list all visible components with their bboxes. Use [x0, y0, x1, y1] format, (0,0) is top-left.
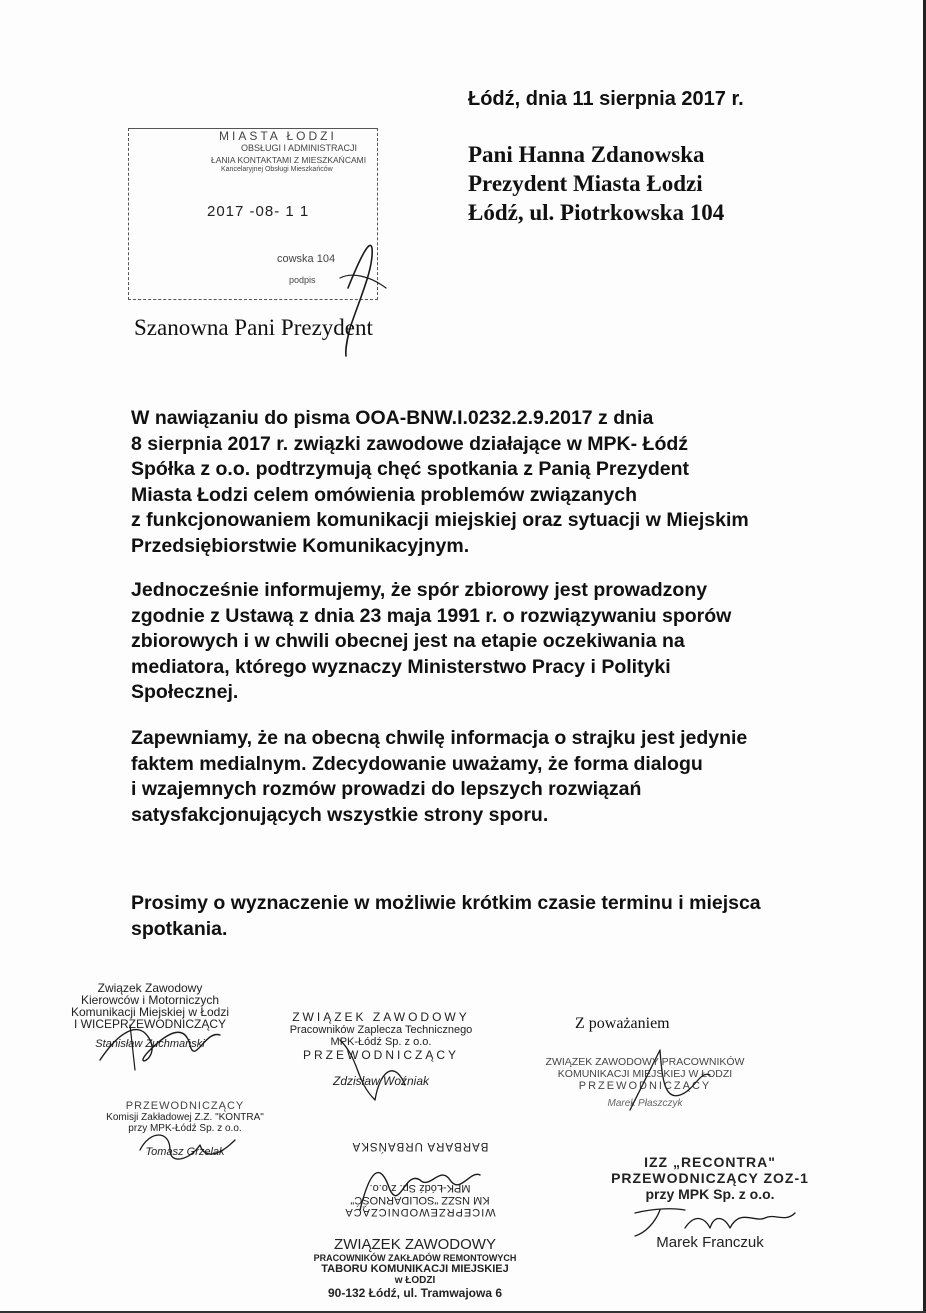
paragraph-line: z funkcjonowaniem komunikacji miejskiej oraz sytuacji w Miejskim: [131, 509, 749, 531]
stamp-line: MPK-Łódź Sp. z o.o.: [369, 1182, 471, 1194]
stamp-line: WICEPRZEWODNICZĄCA: [344, 1206, 496, 1218]
stamp-line: PRACOWNIKÓW ZAKŁADÓW REMONTOWYCH: [313, 1253, 517, 1263]
signature-icon: [130, 1120, 250, 1170]
stamp-line: przy MPK-Łódź Sp. z o.o.: [128, 1123, 242, 1134]
stamp-line: Marek Płaszczyk: [607, 1098, 683, 1109]
recipient-title: Prezydent Miasta Łodzi: [468, 171, 703, 196]
signature-icon: [625, 1198, 805, 1243]
paragraph-line: Miasta Łodzi celem omówienia problemów związanych: [131, 483, 638, 506]
stamp-address: cowska 104: [277, 253, 336, 265]
stamp-date: 2017 -08- 1 1: [207, 203, 310, 220]
paragraph-line: faktem medialnym. Zdecydowanie uważamy, że forma dialogu: [131, 752, 703, 775]
paragraph-3: [131, 726, 747, 828]
stamp-line: Zdzisław Woźniak: [332, 1074, 430, 1088]
stamp-remontowych: [280, 1236, 550, 1300]
paragraph-line: W nawiązaniu do pisma OOA-BNW.I.0232.2.9.2017 z dnia: [131, 407, 654, 429]
letter-date: Łódź, dnia 11 sierpnia 2017 r.: [468, 88, 744, 110]
stamp-sign-label: podpis: [289, 275, 316, 285]
stamp-line: TABORU KOMUNIKACJI MIEJSKIEJ: [321, 1263, 509, 1275]
recipient-block: [468, 140, 724, 227]
stamp-line-4: Kancelaryjnej Obsługi Mieszkańców: [221, 166, 333, 173]
stamp-line: Kierowców i Motorniczych: [80, 993, 220, 1007]
paragraph-line: zbiorowych i w chwili obecnej jest na etapie oczekiwania na: [131, 630, 685, 652]
stamp-line: KOMUNIKACJI MIEJSKIEJ W ŁODZI: [557, 1068, 733, 1080]
paragraph-1: [131, 406, 749, 559]
stamp-line: KM NSZZ "SOLIDARNOŚĆ": [350, 1194, 490, 1206]
paragraph-line: Jednocześnie informujemy, że spór zbiorowy jest prowadzony: [131, 579, 708, 601]
stamp-line: ZWIĄZEK ZAWODOWY: [334, 1236, 496, 1253]
stamp-line: BARBARA URBAŃSKA: [351, 1140, 489, 1152]
stamp-line: 90-132 Łódź, ul. Tramwajowa 6: [327, 1286, 503, 1300]
stamp-line: I WICEPRZEWODNICZĄCY: [74, 1017, 226, 1031]
paragraph-line: 8 sierpnia 2017 r. związki zawodowe działające w MPK- Łódź: [131, 432, 689, 455]
stamp-line: Związek Zawodowy: [97, 981, 203, 995]
stamp-line: przy MPK Sp. z o.o.: [645, 1186, 775, 1202]
paragraph-line: Społecznej.: [131, 681, 239, 703]
paragraph-line: Prosimy o wyznaczenie w możliwie krótkim czasie terminu i miejsca: [131, 892, 761, 914]
stamp-line: Stanisław Zuchmański: [95, 1038, 205, 1050]
stamp-line: PRZEWODNICZĄCY: [125, 1100, 245, 1112]
stamp-line: Marek Franczuk: [656, 1234, 764, 1251]
stamp-line: Komunikacji Miejskiej w Łodzi: [70, 1005, 230, 1019]
signature-icon: [90, 1010, 240, 1080]
stamp-line: PRZEWODNICZĄCY: [303, 1048, 459, 1062]
stamp-line: PRZEWODNICZĄCY ZOZ-1: [611, 1170, 809, 1186]
stamp-line: ZWIĄZEK ZAWODOWY: [292, 1010, 470, 1024]
signature-icon: [350, 1150, 490, 1230]
stamp-line: Tomasz Grzelak: [145, 1146, 225, 1158]
recipient-address: Łódź, ul. Piotrkowska 104: [468, 200, 725, 225]
stamp-line: MPK-Łódź Sp. z o.o.: [330, 1036, 432, 1048]
paragraph-line: i wzajemnych rozmów prowadzi do lepszych rozwiązań: [131, 778, 642, 800]
paragraph-line: Przedsiębiorstwie Komunikacyjnym.: [131, 534, 470, 557]
signature-icon: [610, 1040, 720, 1120]
paragraph-line: spotkania.: [131, 917, 228, 940]
paragraph-line: Spółka z o.o. podtrzymują chęć spotkania z Panią Prezydent: [131, 458, 690, 480]
stamp-line: IZZ „RECONTRA": [644, 1154, 776, 1170]
closing-salutation: Z poważaniem: [575, 1015, 670, 1032]
paragraph-line: Zapewniamy, że na obecną chwilę informacja o strajku jest jedynie: [131, 727, 748, 749]
paragraph-line: satysfakcjonujących wszystkie strony sporu.: [131, 803, 549, 826]
stamp-line: ZWIĄZEK ZAWODOWY PRACOWNIKÓW: [545, 1056, 745, 1068]
stamp-line: Pracowników Zaplecza Technicznego: [289, 1024, 473, 1036]
stamp-line: w ŁODZI: [394, 1275, 436, 1286]
recipient-name: Pani Hanna Zdanowska: [468, 142, 705, 167]
paragraph-line: zgodnie z Ustawą z dnia 23 maja 1991 r. o rozwiązywaniu sporów: [131, 604, 732, 627]
paragraph-line: mediatora, którego wyznaczy Ministerstwo Pracy i Polityki: [131, 655, 671, 678]
stamp-line: PRZEWODNICZĄCY: [578, 1080, 712, 1092]
greeting: Szanowna Pani Prezydent: [134, 315, 373, 340]
stamp-line-2: OBSŁUGI I ADMINISTRACJI: [241, 143, 358, 153]
stamp-line-3: ŁANIA KONTAKTAMI Z MIESZKAŃCAMI: [211, 155, 367, 165]
stamp-line-1: MIASTA ŁODZI: [219, 129, 337, 143]
stamp-line: Komisji Zakładowej Z.Z. "KONTRA": [106, 1112, 264, 1123]
signature-icon: [320, 1030, 440, 1110]
paragraph-2: [131, 578, 731, 706]
paragraph-4: [131, 891, 761, 942]
